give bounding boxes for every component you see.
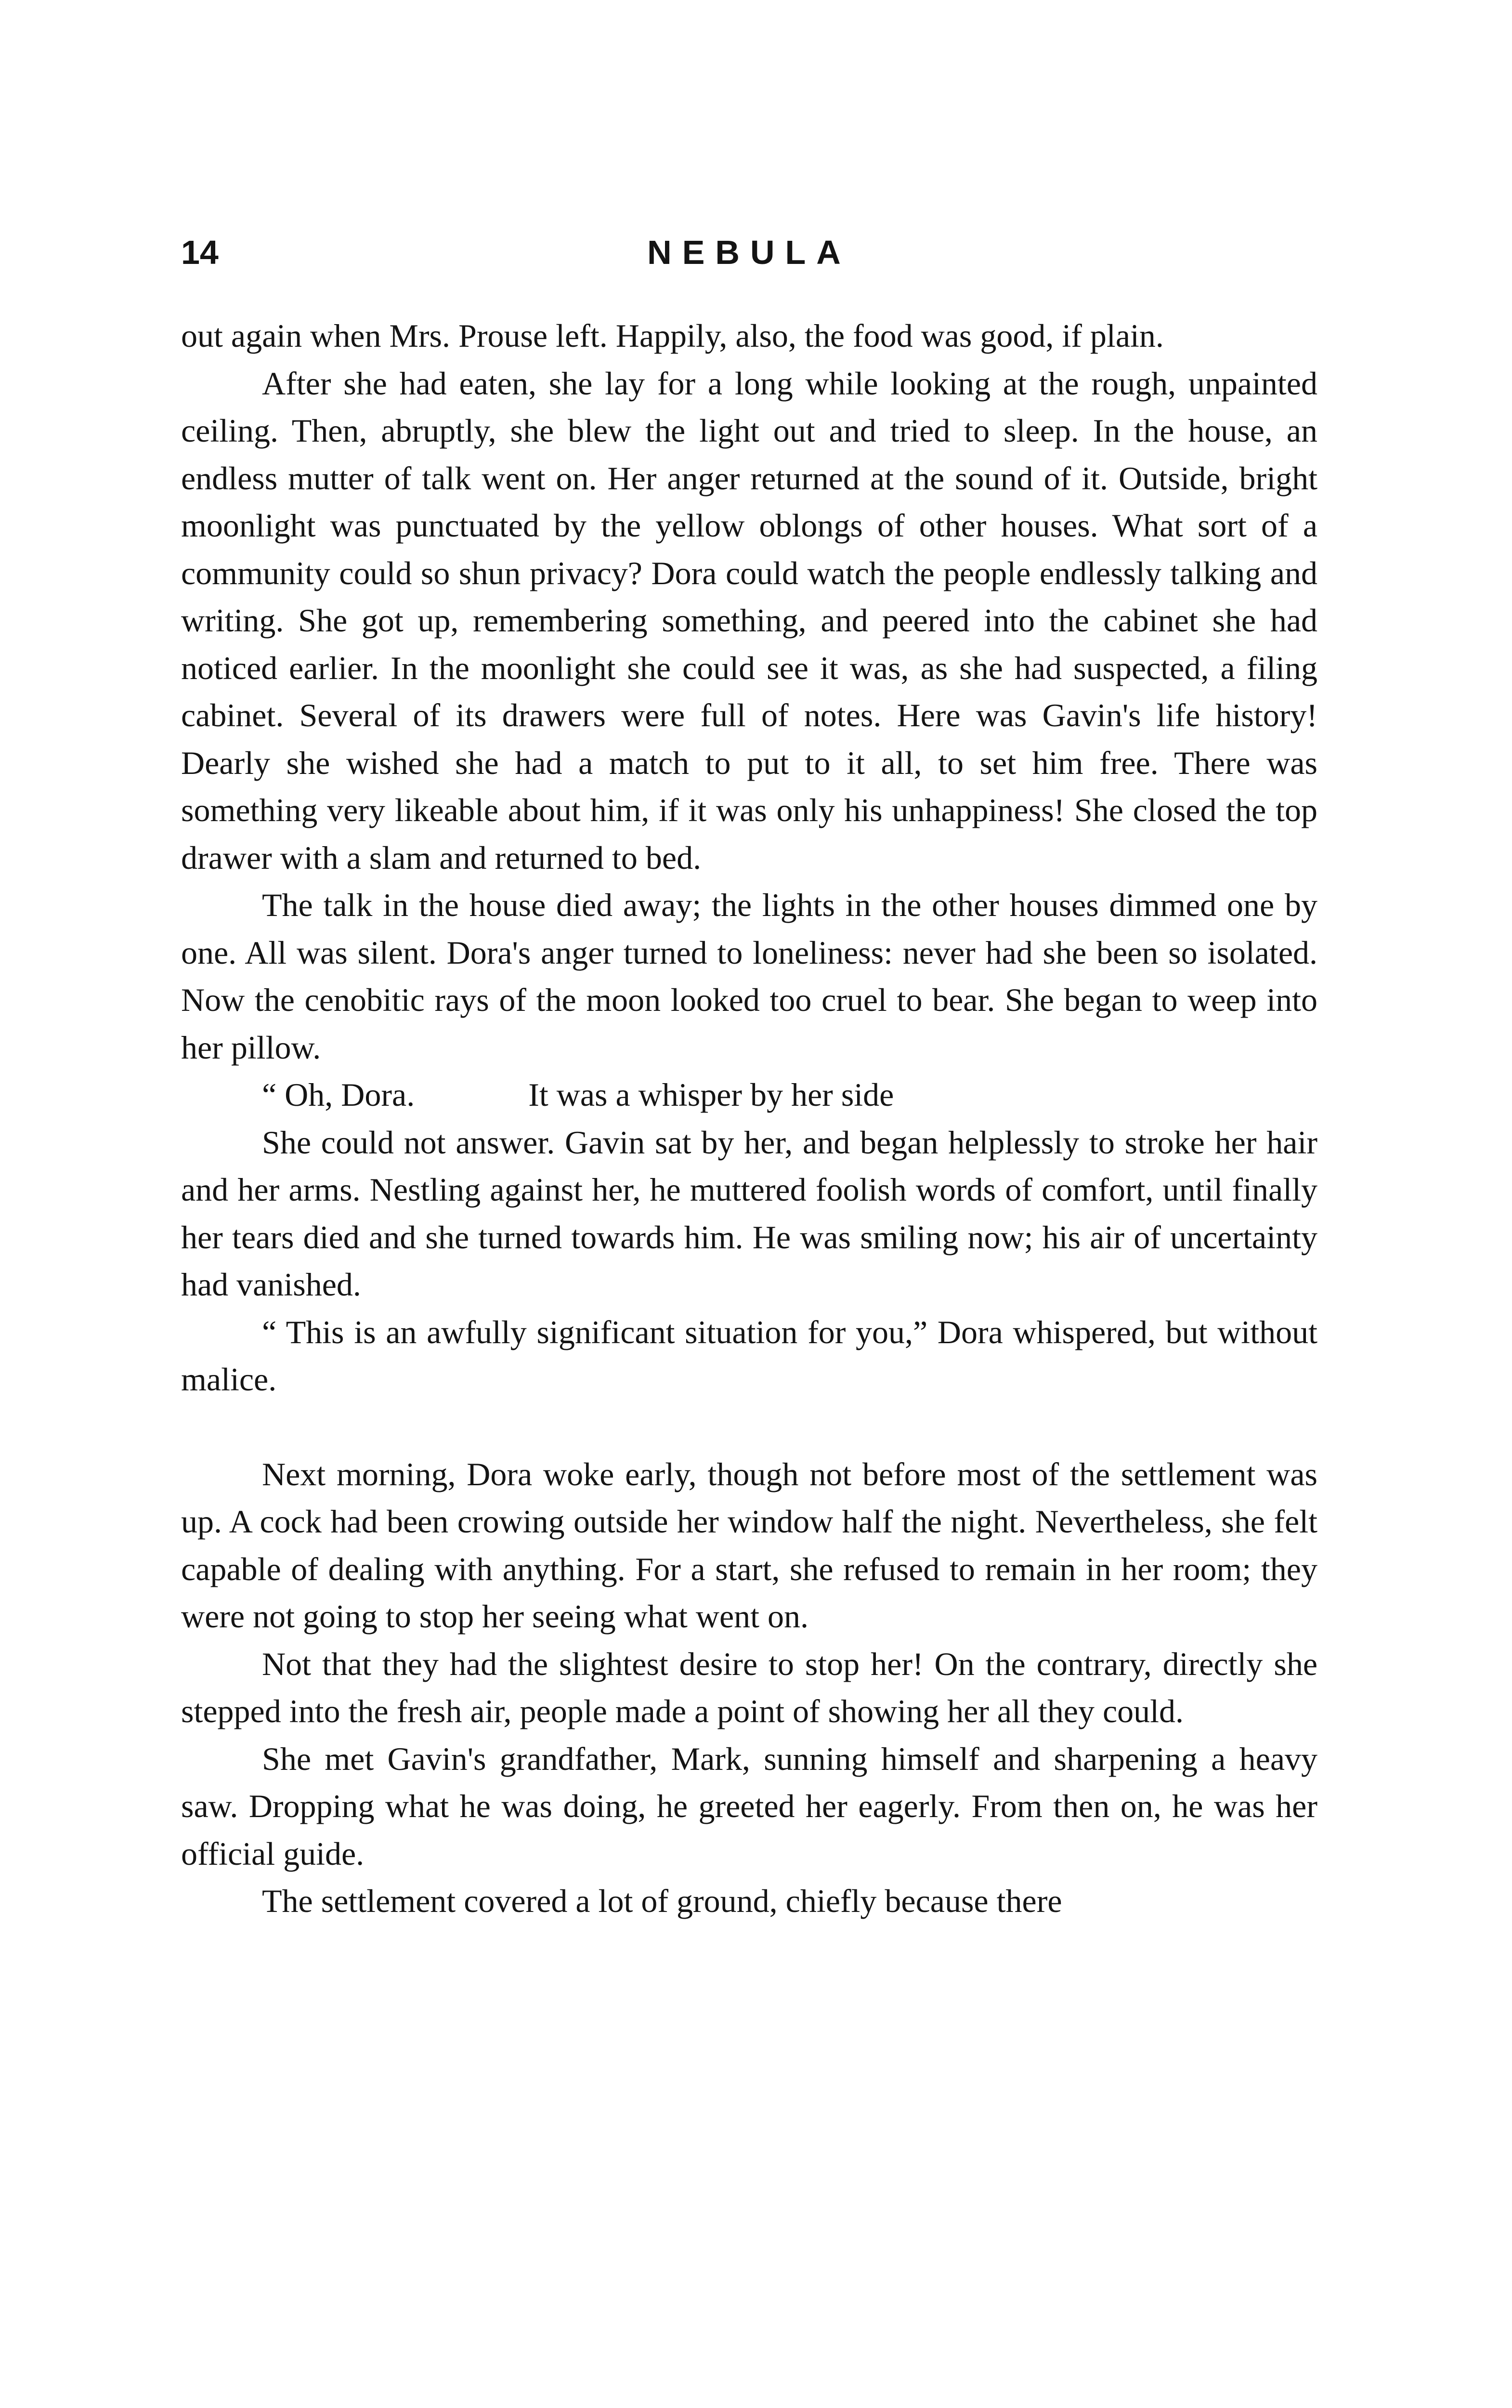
paragraph: The settlement covered a lot of ground, chiefly because there — [262, 1883, 1062, 1919]
paragraph: Next morning, Dora woke early, though not before most of the settlement was up. A cock had been crowing outside her window half the night. Nevertheless, she felt capable of dealing with anything. For a start, she refused to remain in her room; they were not going to stop her seeing what went on. — [181, 1455, 1317, 1635]
paragraph: She met Gavin's grandfather, Mark, sunning himself and sharpening a heavy saw. Dropping what he was doing, he greeted her eagerly. From then on, he was her official guide. — [181, 1740, 1317, 1872]
dialogue-narration: It was a whisper by her side — [528, 1076, 894, 1113]
page-number: 14 — [181, 234, 219, 271]
paragraph: After she had eaten, she lay for a long while looking at the rough, unpainted ceiling. Then, abruptly, she blew the light out and tried to sleep. In the house, an endless mutter of talk went on. Her anger returned at the sound of it. Outside, bright moonlight was punctuated by the yellow oblongs of other houses. What sort of a community could so shun privacy? Dora could watch the people endlessly talking and writing. She got up, remembering something, and peered into the cabinet she had noticed earlier. In the moonlight she could see it was, as she had suspected, a filing cabinet. Several of its drawers were full of notes. Here was Gavin's life history! Dearly she wished she had a match to put to it all, to set him free. There was something very likeable about him, if it was only his unhappiness! She closed the top drawer with a slam and returned to bed. — [181, 365, 1317, 876]
page-header — [181, 228, 1317, 286]
paragraph: “ This is an awfully significant situation for you,” Dora whispered, but without malice. — [181, 1313, 1317, 1398]
body-text — [181, 312, 1317, 1925]
dialogue-paragraph — [181, 1071, 1317, 1119]
paragraph: Not that they had the slightest desire to stop her! On the contrary, directly she stepped into the fresh air, people made a point of showing her all they could. — [181, 1645, 1317, 1729]
running-title: NEBULA — [647, 234, 851, 271]
paragraph: The talk in the house died away; the lights in the other houses dimmed one by one. All was silent. Dora's anger turned to loneliness: never had she been so isolated. Now the cenobitic rays of the moon looked too cruel to bear. She began to weep into her pillow. — [181, 887, 1317, 1066]
dialogue-quote: “ Oh, Dora. — [262, 1076, 415, 1113]
paragraph: out again when Mrs. Prouse left. Happily, also, the food was good, if plain. — [181, 317, 1164, 354]
paragraph: She could not answer. Gavin sat by her, and began helplessly to stroke her hair and her arms. Nestling against her, he muttered foolish words of comfort, until finally her tears died and she turned towards him. He was smiling now; his air of uncertainty had vanished. — [181, 1124, 1317, 1303]
